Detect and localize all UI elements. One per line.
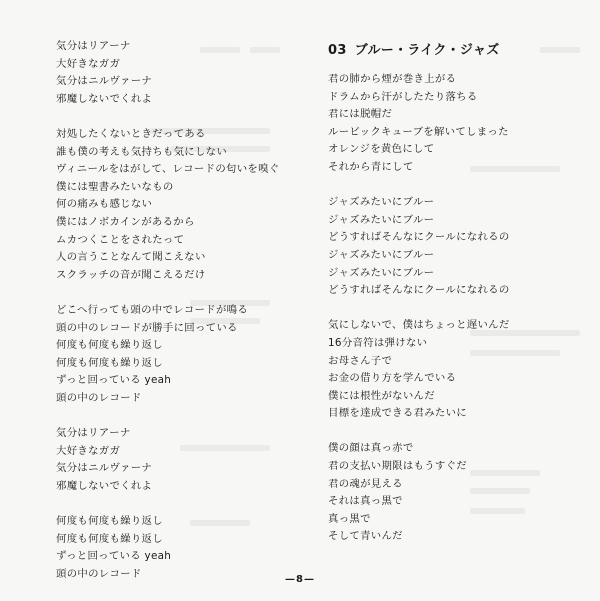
lyric-line: 頭の中のレコード [56, 391, 142, 404]
song-heading [328, 42, 558, 60]
lyrics-stanza [56, 38, 276, 108]
lyric-line: 人の言うことなんて聞こえない [56, 251, 206, 264]
page-number: —8— [285, 574, 315, 585]
lyric-line: お母さん子で [328, 354, 393, 367]
lyric-line: 君の魂が見える [328, 477, 403, 490]
lyric-line: スクラッチの音が聞こえるだけ [56, 268, 206, 281]
lyric-line: ヴィニールをはがして、レコードの匂いを嗅ぐ [56, 163, 280, 176]
lyric-line: 何度も何度も繰り返し [56, 356, 163, 369]
lyric-line: 君の肺から煙が巻き上がる [328, 73, 457, 85]
lyric-line: 気分はリアーナ [56, 40, 131, 52]
lyric-line: ドラムから汗がしたたり落ちる [328, 90, 478, 103]
lyric-line: 頭の中のレコード [56, 567, 142, 580]
lyric-line: 君には脱帽だ [328, 108, 393, 121]
lyrics-stanza [56, 425, 276, 495]
lyrics-stanza [328, 440, 558, 546]
lyric-line: ジャズみたいにブルー [328, 213, 435, 226]
lyric-line: ずっと回っている yeah [56, 550, 172, 563]
lyric-line: ムカつくことをされたって [56, 233, 185, 246]
lyrics-stanza [328, 194, 558, 300]
lyrics-stanza [56, 126, 280, 284]
lyric-line: それは真っ黒で [328, 495, 403, 508]
lyric-line: 気分はニルヴァーナ [56, 462, 153, 475]
lyric-line: 対処したくないときだってある [56, 127, 206, 140]
lyric-line: 何度も何度も繰り返し [56, 515, 163, 528]
lyric-line: どこへ行っても頭の中でレコードが鳴る [56, 303, 249, 316]
song-number: 03 [328, 43, 347, 58]
lyric-line: 真っ黒で [328, 512, 371, 525]
lyric-line: ジャズみたいにブルー [328, 248, 435, 261]
lyric-line: 気分はニルヴァーナ [56, 75, 153, 88]
lyric-line: 目標を達成できる君みたいに [328, 407, 467, 420]
lyric-line: 大好きなガガ [56, 444, 121, 457]
lyric-line: 君の支払い期限はもうすぐだ [328, 460, 467, 473]
lyric-line: 僕には根性がないんだ [328, 389, 435, 402]
lyric-line: 僕にはノボカインがあるから [56, 215, 195, 228]
lyric-line: 気にしないで、僕はちょっと遅いんだ [328, 319, 510, 332]
lyric-line: どうすればそんなにクールになれるの [328, 231, 510, 244]
lyrics-stanza [56, 302, 276, 408]
lyric-line: 邪魔しないでくれよ [56, 92, 153, 105]
lyric-line: 何度も何度も繰り返し [56, 532, 163, 545]
lyric-line: ジャズみたいにブルー [328, 196, 435, 209]
lyric-line: ずっと回っている yeah [56, 374, 172, 387]
lyrics-stanza [328, 317, 558, 423]
lyric-line: 頭の中のレコードが勝手に回っている [56, 321, 238, 334]
lyric-line: 気分はリアーナ [56, 427, 131, 440]
lyric-line: 何の痛みも感じない [56, 198, 153, 211]
lyrics-stanza [56, 513, 276, 583]
lyrics-stanza [328, 71, 558, 177]
lyric-line: そして青いんだ [328, 530, 403, 543]
lyric-line: どうすればそんなにクールになれるの [328, 284, 510, 297]
lyric-line: 邪魔しないでくれよ [56, 479, 153, 492]
lyric-line: ルービックキューブを解いてしまった [328, 125, 509, 138]
lyric-line: ジャズみたいにブルー [328, 266, 435, 279]
lyric-line: オレンジを黄色にして [328, 143, 435, 156]
lyric-line: 僕には聖書みたいなもの [56, 180, 174, 193]
lyric-line: 僕の顔は真っ赤で [328, 442, 414, 455]
left-lyrics-column [56, 38, 280, 601]
lyric-line: 何度も何度も繰り返し [56, 339, 163, 352]
lyric-line: 大好きなガガ [56, 57, 121, 70]
right-lyrics-column [328, 38, 558, 564]
song-title: ブルー・ライク・ジャズ [354, 43, 500, 58]
lyric-line: 16分音符は弾けない [328, 336, 428, 349]
lyric-line: それから青にして [328, 160, 414, 173]
lyric-line: お金の借り方を学んでいる [328, 372, 457, 385]
lyric-line: 誰も僕の考えも気持ちも気にしない [56, 145, 228, 158]
